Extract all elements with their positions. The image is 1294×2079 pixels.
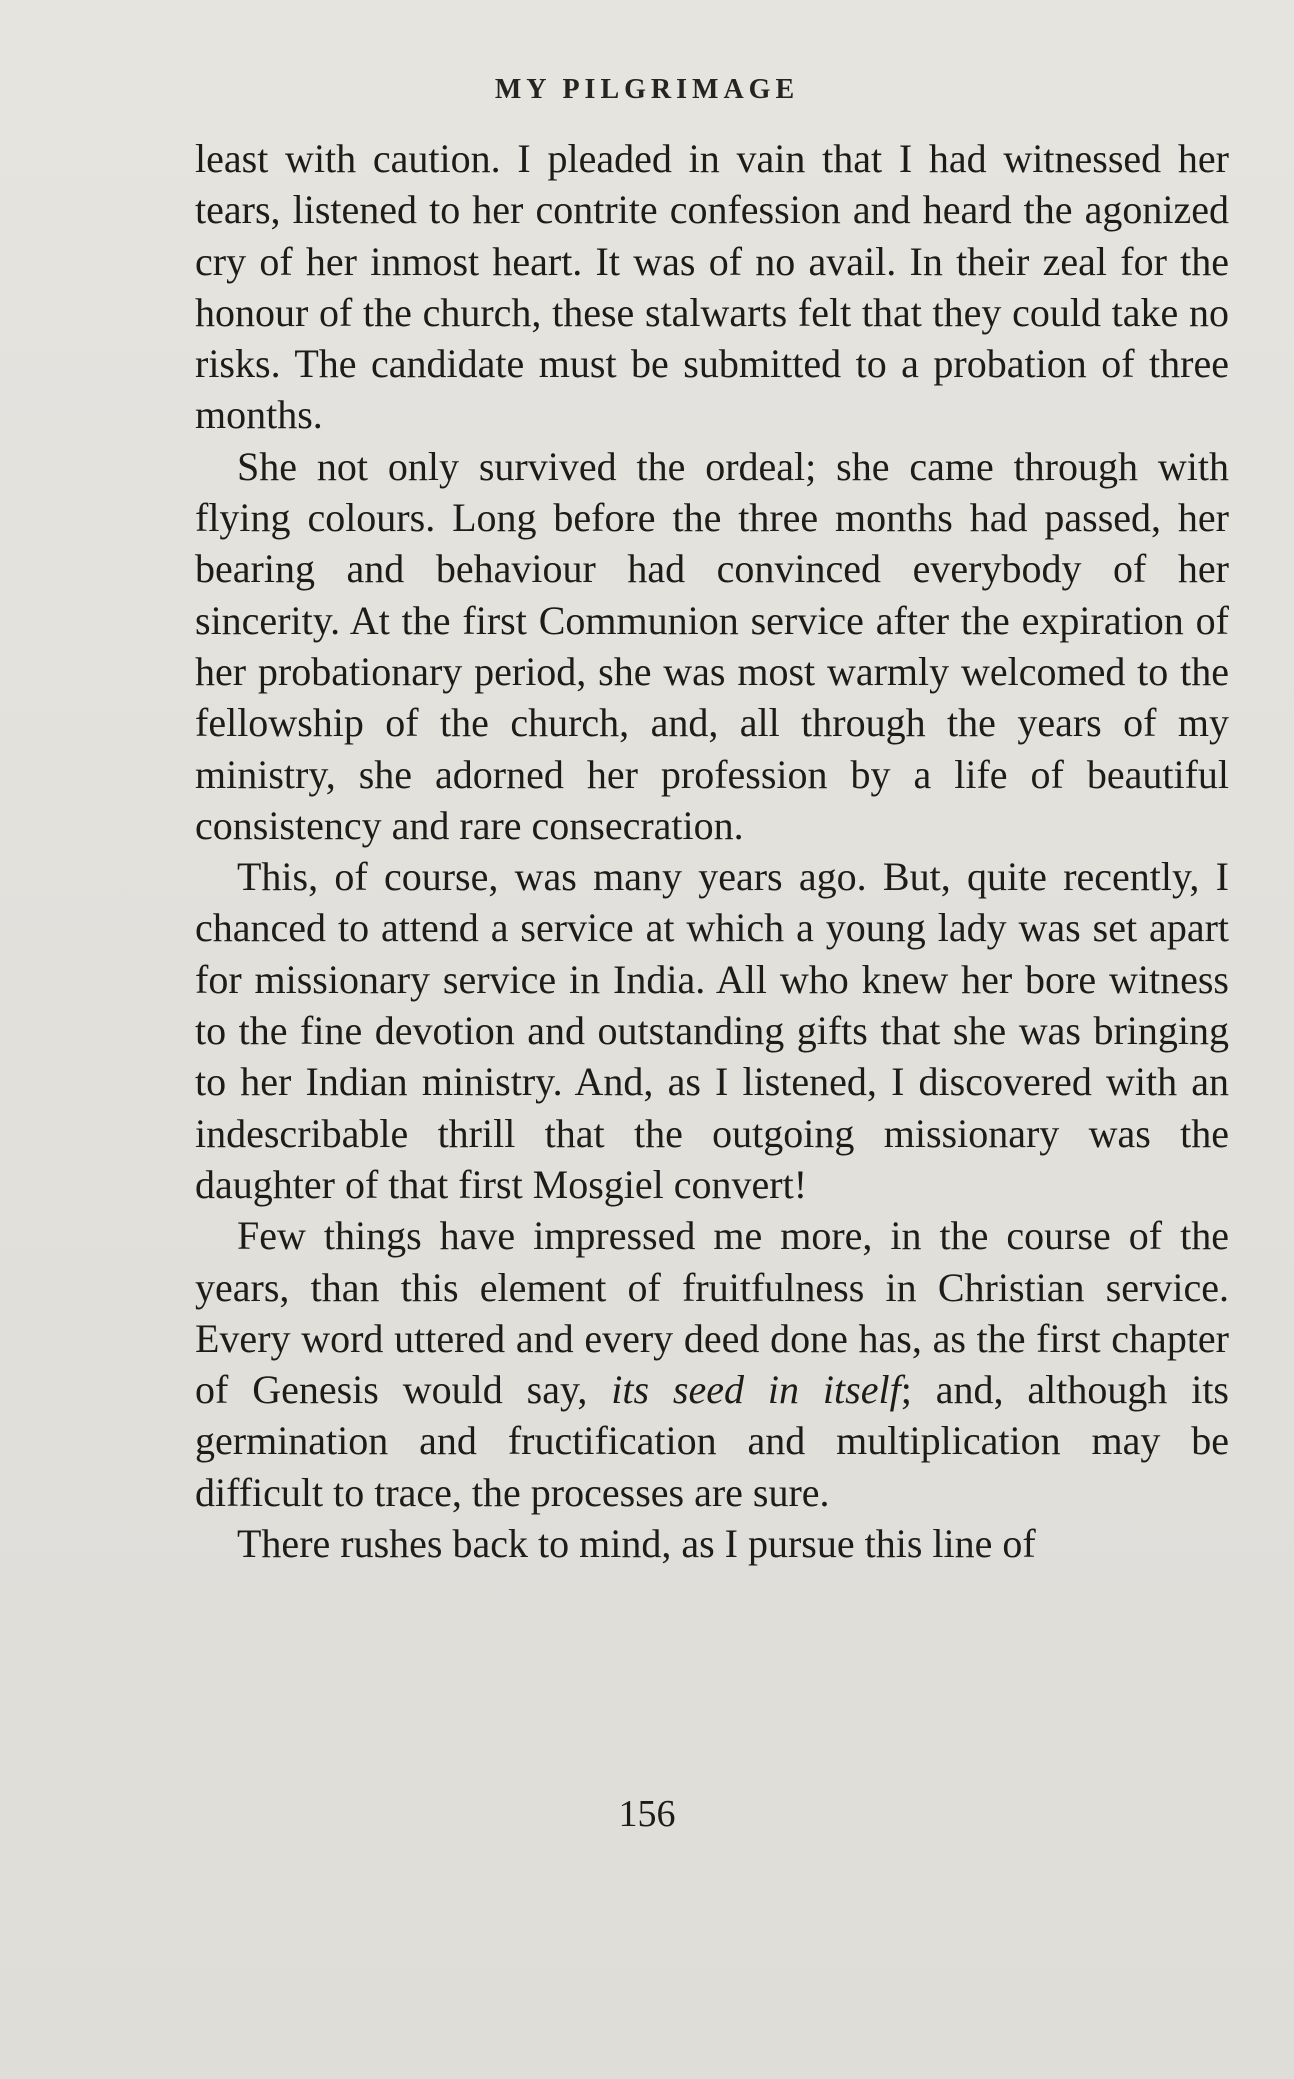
paragraph-4-italic-phrase: its seed in itself <box>611 1367 901 1413</box>
body-text <box>195 133 1229 1569</box>
paragraph-2: She not only survived the ordeal; she came through with flying colours. Long before the three months had passed, her bearing and behaviour had convinced everybody of her sincerity. At the first Communion service after the expiration of her probationary period, she was most warmly welcomed to the fellowship of the church, and, all through the years of my ministry, she adorned her profession by a life of beautiful consistency and rare consecration. <box>195 443 1229 848</box>
paragraph-4 <box>195 1210 1229 1518</box>
paragraph-4-text-after: ; and, although its germination and fructification and multiplication may be difficult to trace, the processes are sure. <box>195 1367 1229 1515</box>
paragraph-5: There rushes back to mind, as I pursue this line of <box>237 1521 1036 1567</box>
paragraph-3: This, of course, was many years ago. But, quite recently, I chanced to attend a service at which a young lady was set apart for missionary service in India. All who knew her bore witness to the fine devotion and outstanding gifts that she was bringing to her Indian ministry. And, as I listened, I discovered with an indescribable thrill that the outgoing missionary was the daughter of that first Mosgiel convert! <box>195 854 1229 1207</box>
paragraph-1: least with caution. I pleaded in vain that I had witnessed her tears, listened to her contrite confession and heard the agonized cry of her inmost heart. It was of no avail. In their zeal for the honour of the church, these stalwarts felt that they could take no risks. The candidate must be submitted to a probation of three months. <box>195 136 1229 438</box>
page-number: 156 <box>618 1793 676 1835</box>
running-head: MY PILGRIMAGE <box>494 74 800 105</box>
paragraph-4-text-before: Few things have impressed me more, in the course of the years, than this element of fruitfulness in Christian service. Every word uttered and every deed done has, as the first chapter of Genesis would say, <box>195 1213 1229 1413</box>
